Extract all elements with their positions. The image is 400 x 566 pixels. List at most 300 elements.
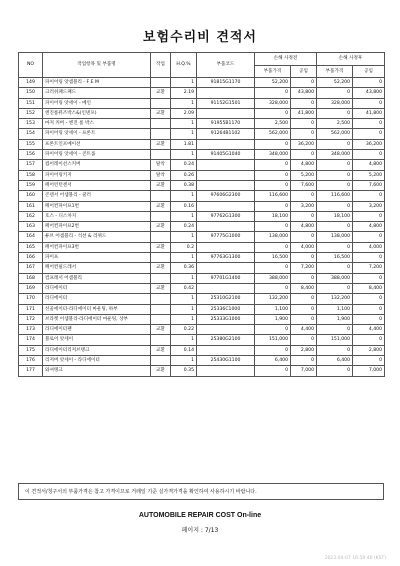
table-row: [19, 294, 385, 304]
cell-no: 172: [19, 314, 43, 324]
cell-work: 교환: [151, 180, 171, 190]
cell-work: 교환: [151, 139, 171, 149]
header-code: 부품코드: [197, 53, 255, 78]
cell-work: [151, 304, 171, 314]
cell-work: 교환: [151, 345, 171, 355]
cell-item: 마져 커버 - 엔진 룸 박스: [43, 119, 151, 129]
cell-item: 콘덴서 어셈블리 - 쿨러: [43, 191, 151, 201]
cell-bp: 328,000: [255, 98, 291, 108]
cell-item: 블로어 앗세이: [43, 335, 151, 345]
cell-ap: 0: [317, 345, 353, 355]
table-row: [19, 356, 385, 366]
cell-ap: 18,100: [317, 211, 353, 221]
cell-code: [197, 170, 255, 180]
table-row: [19, 366, 385, 376]
cell-ap: 116,600: [317, 191, 353, 201]
cell-code: 97763G1300: [197, 253, 255, 263]
cell-hq: 0.22: [171, 325, 197, 335]
cell-bp: 138,000: [255, 232, 291, 242]
cell-work: [151, 314, 171, 324]
cell-item: 엔진룸퓨즈박스&(인넨포): [43, 108, 151, 118]
cell-work: 교환: [151, 108, 171, 118]
cell-hq: 1: [171, 98, 197, 108]
cell-bp: 0: [255, 283, 291, 293]
cell-code: 91152G1501: [197, 98, 255, 108]
cell-al: 0: [353, 232, 385, 242]
cell-hq: 0.35: [171, 366, 197, 376]
cell-bp: 0: [255, 325, 291, 335]
cell-bp: 2,500: [255, 119, 291, 129]
cell-item: 브라켓 어셈블리-라디에이터 마운팅, 상부: [43, 314, 151, 324]
cell-no: 149: [19, 78, 43, 88]
cell-work: 탈착: [151, 160, 171, 170]
cell-al: 0: [353, 129, 385, 139]
cell-item: 페어런턴센서: [43, 180, 151, 190]
cell-ap: 388,000: [317, 273, 353, 283]
cell-bp: 18,100: [255, 211, 291, 221]
cell-work: 교환: [151, 88, 171, 98]
table-row: [19, 314, 385, 324]
footer-title: AUTOMOBILE REPAIR COST On-line: [138, 512, 262, 519]
cell-hq: 1: [171, 191, 197, 201]
header-before-parts: 부품가격: [255, 65, 291, 78]
cell-bl: 41,800: [291, 108, 317, 118]
cell-al: 7,200: [353, 263, 385, 273]
cell-ap: 2,500: [317, 119, 353, 129]
table-row: [19, 88, 385, 98]
cell-no: 153: [19, 119, 43, 129]
table-header-row-1: [19, 53, 385, 66]
cell-ap: 328,000: [317, 98, 353, 108]
cell-item: 페어컨파이프2번: [43, 222, 151, 232]
cell-no: 173: [19, 325, 43, 335]
cell-no: 162: [19, 211, 43, 221]
cell-bl: 0: [291, 304, 317, 314]
cell-hq: 0.36: [171, 263, 197, 273]
table-row: [19, 345, 385, 355]
cell-code: [197, 263, 255, 273]
cell-al: 0: [353, 304, 385, 314]
cell-work: 교환: [151, 242, 171, 252]
cell-bl: 7,200: [291, 263, 317, 273]
cell-ap: 1,900: [317, 314, 353, 324]
cell-work: [151, 211, 171, 221]
cell-bp: 0: [255, 345, 291, 355]
cell-item: 라디에이터팬: [43, 325, 151, 335]
cell-ap: 0: [317, 139, 353, 149]
cell-no: 160: [19, 191, 43, 201]
cell-al: 7,600: [353, 180, 385, 190]
cell-code: [197, 139, 255, 149]
cell-item: 리저버 앗세이 - 라디에이터: [43, 356, 151, 366]
cell-hq: 0.42: [171, 283, 197, 293]
table-row: [19, 180, 385, 190]
estimate-table: [18, 52, 385, 377]
cell-item: 컴프레서 어셈블리: [43, 273, 151, 283]
cell-bl: 0: [291, 129, 317, 139]
cell-bp: 0: [255, 160, 291, 170]
cell-no: 151: [19, 98, 43, 108]
cell-ap: 0: [317, 170, 353, 180]
table-row: [19, 108, 385, 118]
cell-al: 3,200: [353, 201, 385, 211]
cell-item: 호스 - 디스차지: [43, 211, 151, 221]
cell-item: 파이어링키지: [43, 170, 151, 180]
cell-no: 154: [19, 129, 43, 139]
cell-no: 171: [19, 304, 43, 314]
cell-no: 159: [19, 180, 43, 190]
cell-bl: 4,800: [291, 222, 317, 232]
cell-bp: 0: [255, 180, 291, 190]
table-row: [19, 325, 385, 335]
table-row: [19, 129, 385, 139]
cell-work: 교환: [151, 283, 171, 293]
cell-bp: 1,900: [255, 314, 291, 324]
cell-bp: 0: [255, 88, 291, 98]
table-row: [19, 253, 385, 263]
cell-bp: 0: [255, 139, 291, 149]
cell-hq: 0.2: [171, 242, 197, 252]
cell-work: 교환: [151, 263, 171, 273]
cell-bp: 151,000: [255, 335, 291, 345]
cell-bl: 0: [291, 335, 317, 345]
header-after-labor: 공임: [353, 65, 385, 78]
cell-bl: 0: [291, 273, 317, 283]
cell-bp: 52,200: [255, 78, 291, 88]
estimate-table-body: [19, 78, 385, 377]
cell-bl: 8,400: [291, 283, 317, 293]
cell-hq: 1: [171, 314, 197, 324]
cell-al: 2,800: [353, 345, 385, 355]
table-row: [19, 211, 385, 221]
cell-bp: 0: [255, 263, 291, 273]
cell-bl: 7,000: [291, 366, 317, 376]
table-row: [19, 98, 385, 108]
cell-hq: 1: [171, 78, 197, 88]
cell-al: 4,800: [353, 222, 385, 232]
table-row: [19, 232, 385, 242]
cell-hq: 1: [171, 273, 197, 283]
cell-no: 176: [19, 356, 43, 366]
cell-bl: 3,200: [291, 201, 317, 211]
cell-ap: 0: [317, 283, 353, 293]
cell-ap: 151,000: [317, 335, 353, 345]
cell-bl: 0: [291, 294, 317, 304]
cell-code: 25333G1000: [197, 314, 255, 324]
cell-ap: 0: [317, 242, 353, 252]
cell-work: [151, 150, 171, 160]
cell-no: 150: [19, 88, 43, 98]
cell-bp: 562,000: [255, 129, 291, 139]
cell-hq: 1: [171, 304, 197, 314]
cell-work: 교환: [151, 222, 171, 232]
cell-al: 0: [353, 335, 385, 345]
cell-code: [197, 345, 255, 355]
header-work: 작업: [151, 53, 171, 78]
cell-no: 166: [19, 253, 43, 263]
cell-code: 91405G1040: [197, 150, 255, 160]
cell-code: 91955B1170: [197, 119, 255, 129]
cell-bp: 132,200: [255, 294, 291, 304]
cell-no: 168: [19, 273, 43, 283]
cell-no: 157: [19, 160, 43, 170]
cell-code: 97606G2300: [197, 191, 255, 201]
cell-code: 91264B1102: [197, 129, 255, 139]
cell-bp: 6,400: [255, 356, 291, 366]
cell-work: [151, 356, 171, 366]
cell-work: 교환: [151, 201, 171, 211]
cell-no: 177: [19, 366, 43, 376]
table-row: [19, 191, 385, 201]
cell-no: 165: [19, 242, 43, 252]
cell-bl: 0: [291, 314, 317, 324]
table-row: [19, 242, 385, 252]
cell-code: 97701G1400: [197, 273, 255, 283]
table-row: [19, 273, 385, 283]
table-row: [19, 119, 385, 129]
cell-no: 174: [19, 335, 43, 345]
cell-no: 156: [19, 150, 43, 160]
cell-item: 프론트인포메이션: [43, 139, 151, 149]
cell-item: 파이어링 앗셈블리 - F E M: [43, 78, 151, 88]
page-number: 페이지 : 7/13: [181, 527, 219, 534]
cell-bl: 4,800: [291, 160, 317, 170]
cell-bl: 5,200: [291, 170, 317, 180]
header-after-group: 손해 사정후: [317, 53, 385, 66]
cell-bl: 0: [291, 232, 317, 242]
cell-bl: 0: [291, 78, 317, 88]
table-row: [19, 304, 385, 314]
cell-hq: 1: [171, 335, 197, 345]
cell-work: [151, 294, 171, 304]
header-no: NO: [19, 53, 43, 78]
cell-code: [197, 108, 255, 118]
cell-item: 크러쉬패드패드: [43, 88, 151, 98]
table-row: [19, 139, 385, 149]
cell-bl: 0: [291, 356, 317, 366]
cell-work: 교환: [151, 325, 171, 335]
cell-work: [151, 98, 171, 108]
cell-item: 페어컨파이프3번: [43, 242, 151, 252]
cell-work: [151, 335, 171, 345]
cell-hq: 1: [171, 129, 197, 139]
cell-no: 158: [19, 170, 43, 180]
table-row: [19, 201, 385, 211]
cell-bp: 0: [255, 201, 291, 211]
cell-no: 167: [19, 263, 43, 273]
cell-ap: 52,200: [317, 78, 353, 88]
cell-code: [197, 180, 255, 190]
document-title: 보험수리비 견적서: [143, 30, 257, 45]
cell-bp: 0: [255, 108, 291, 118]
cell-item: 라디에이터: [43, 283, 151, 293]
cell-hq: 0.16: [171, 201, 197, 211]
cell-code: 97775G1000: [197, 232, 255, 242]
cell-al: 7,000: [353, 366, 385, 376]
cell-ap: 0: [317, 222, 353, 232]
price-notice: 이 견적서/청구서의 부품가격은 참고 가격이므로 거래일 기준 실가격가격을 확인하여 사용하시기 바랍니다.: [18, 483, 384, 500]
cell-bl: 36,200: [291, 139, 317, 149]
cell-bl: 0: [291, 253, 317, 263]
cell-no: 164: [19, 232, 43, 242]
cell-al: 8,400: [353, 283, 385, 293]
cell-ap: 0: [317, 325, 353, 335]
cell-work: [151, 78, 171, 88]
cell-work: [151, 273, 171, 283]
cell-code: [197, 222, 255, 232]
cell-item: 파이어링 앗세이 - 프론트: [43, 129, 151, 139]
cell-code: [197, 366, 255, 376]
cell-bp: 0: [255, 366, 291, 376]
cell-item: 페어컨필드레서: [43, 263, 151, 273]
header-before-labor: 공임: [291, 65, 317, 78]
cell-item: 페어컨파이프1번: [43, 201, 151, 211]
cell-al: 0: [353, 253, 385, 263]
cell-no: 163: [19, 222, 43, 232]
cell-al: 43,800: [353, 88, 385, 98]
cell-hq: 0.38: [171, 180, 197, 190]
table-row: [19, 170, 385, 180]
cell-ap: 0: [317, 263, 353, 273]
cell-item: 라디에이터리저브탱크: [43, 345, 151, 355]
cell-hq: 1: [171, 119, 197, 129]
cell-bp: 0: [255, 222, 291, 232]
cell-ap: 0: [317, 366, 353, 376]
cell-hq: 1.81: [171, 139, 197, 149]
cell-bp: 0: [255, 170, 291, 180]
cell-code: 25430G1100: [197, 356, 255, 366]
cell-al: 0: [353, 211, 385, 221]
cell-bl: 0: [291, 98, 317, 108]
table-row: [19, 283, 385, 293]
cell-bp: 116,600: [255, 191, 291, 201]
cell-code: [197, 283, 255, 293]
cell-bl: 0: [291, 119, 317, 129]
cell-no: 155: [19, 139, 43, 149]
cell-ap: 138,000: [317, 232, 353, 242]
header-before-group: 손해 사정전: [255, 53, 317, 66]
cell-al: 0: [353, 273, 385, 283]
cell-hq: 2.19: [171, 88, 197, 98]
cell-al: 0: [353, 314, 385, 324]
cell-bp: 388,000: [255, 273, 291, 283]
cell-ap: 0: [317, 88, 353, 98]
cell-code: [197, 201, 255, 211]
header-item: 작업항목 및 부품명: [43, 53, 151, 78]
timestamp-watermark: 2023-04-07 16:59:46 (KST): [324, 556, 386, 561]
cell-work: 교환: [151, 366, 171, 376]
cell-no: 161: [19, 201, 43, 211]
cell-no: 152: [19, 108, 43, 118]
cell-al: 41,800: [353, 108, 385, 118]
cell-al: 0: [353, 98, 385, 108]
cell-al: 0: [353, 356, 385, 366]
cell-hq: 0.14: [171, 345, 197, 355]
cell-bl: 4,000: [291, 242, 317, 252]
cell-item: 파이어링 앗세이 - 메인: [43, 98, 151, 108]
cell-hq: 1: [171, 232, 197, 242]
cell-bl: 0: [291, 211, 317, 221]
cell-code: 25336C1000: [197, 304, 255, 314]
cell-al: 0: [353, 191, 385, 201]
cell-bp: 16,500: [255, 253, 291, 263]
cell-bl: 2,800: [291, 345, 317, 355]
cell-ap: 562,000: [317, 129, 353, 139]
cell-hq: 1: [171, 150, 197, 160]
cell-al: 0: [353, 119, 385, 129]
cell-work: [151, 232, 171, 242]
cell-bl: 43,800: [291, 88, 317, 98]
header-after-parts: 부품가격: [317, 65, 353, 78]
cell-item: 와셔탱크: [43, 366, 151, 376]
table-row: [19, 335, 385, 345]
cell-code: [197, 242, 255, 252]
cell-al: 5,200: [353, 170, 385, 180]
cell-no: 170: [19, 294, 43, 304]
cell-item: 선골에이터-라디에이터 마운팅, 하부: [43, 304, 151, 314]
cell-bl: 0: [291, 191, 317, 201]
cell-al: 0: [353, 294, 385, 304]
cell-ap: 0: [317, 201, 353, 211]
cell-al: 4,400: [353, 325, 385, 335]
cell-ap: 132,200: [317, 294, 353, 304]
cell-work: [151, 119, 171, 129]
cell-ap: 6,400: [317, 356, 353, 366]
cell-al: 4,800: [353, 160, 385, 170]
cell-code: [197, 160, 255, 170]
cell-ap: 0: [317, 160, 353, 170]
table-row: [19, 160, 385, 170]
cell-bl: 4,400: [291, 325, 317, 335]
cell-bl: 0: [291, 150, 317, 160]
cell-work: [151, 191, 171, 201]
cell-bp: 348,000: [255, 150, 291, 160]
cell-work: [151, 129, 171, 139]
cell-al: 0: [353, 150, 385, 160]
cell-work: 탈착: [151, 170, 171, 180]
cell-al: 4,000: [353, 242, 385, 252]
table-row: [19, 263, 385, 273]
header-hqty: H.Q.%: [171, 53, 197, 78]
cell-work: [151, 253, 171, 263]
cell-code: 91815G1170: [197, 78, 255, 88]
cell-no: 169: [19, 283, 43, 293]
cell-hq: 1: [171, 356, 197, 366]
cell-item: 컵어레이션스커버: [43, 160, 151, 170]
cell-ap: 348,000: [317, 150, 353, 160]
cell-bl: 7,600: [291, 180, 317, 190]
cell-ap: 0: [317, 180, 353, 190]
cell-code: 25310G2100: [197, 294, 255, 304]
cell-ap: 16,500: [317, 253, 353, 263]
cell-hq: 0.24: [171, 222, 197, 232]
table-row: [19, 78, 385, 88]
cell-hq: 2.09: [171, 108, 197, 118]
cell-bp: 0: [255, 242, 291, 252]
cell-code: 25380G2100: [197, 335, 255, 345]
cell-hq: 1: [171, 211, 197, 221]
cell-al: 36,200: [353, 139, 385, 149]
cell-code: 97762G1300: [197, 211, 255, 221]
cell-item: 파이프: [43, 253, 151, 263]
cell-item: 라디에이터: [43, 294, 151, 304]
cell-item: 파이어링 앗세이 - 콘트롤: [43, 150, 151, 160]
table-row: [19, 222, 385, 232]
cell-code: [197, 88, 255, 98]
cell-ap: 1,100: [317, 304, 353, 314]
cell-hq: 1: [171, 294, 197, 304]
cell-ap: 0: [317, 108, 353, 118]
